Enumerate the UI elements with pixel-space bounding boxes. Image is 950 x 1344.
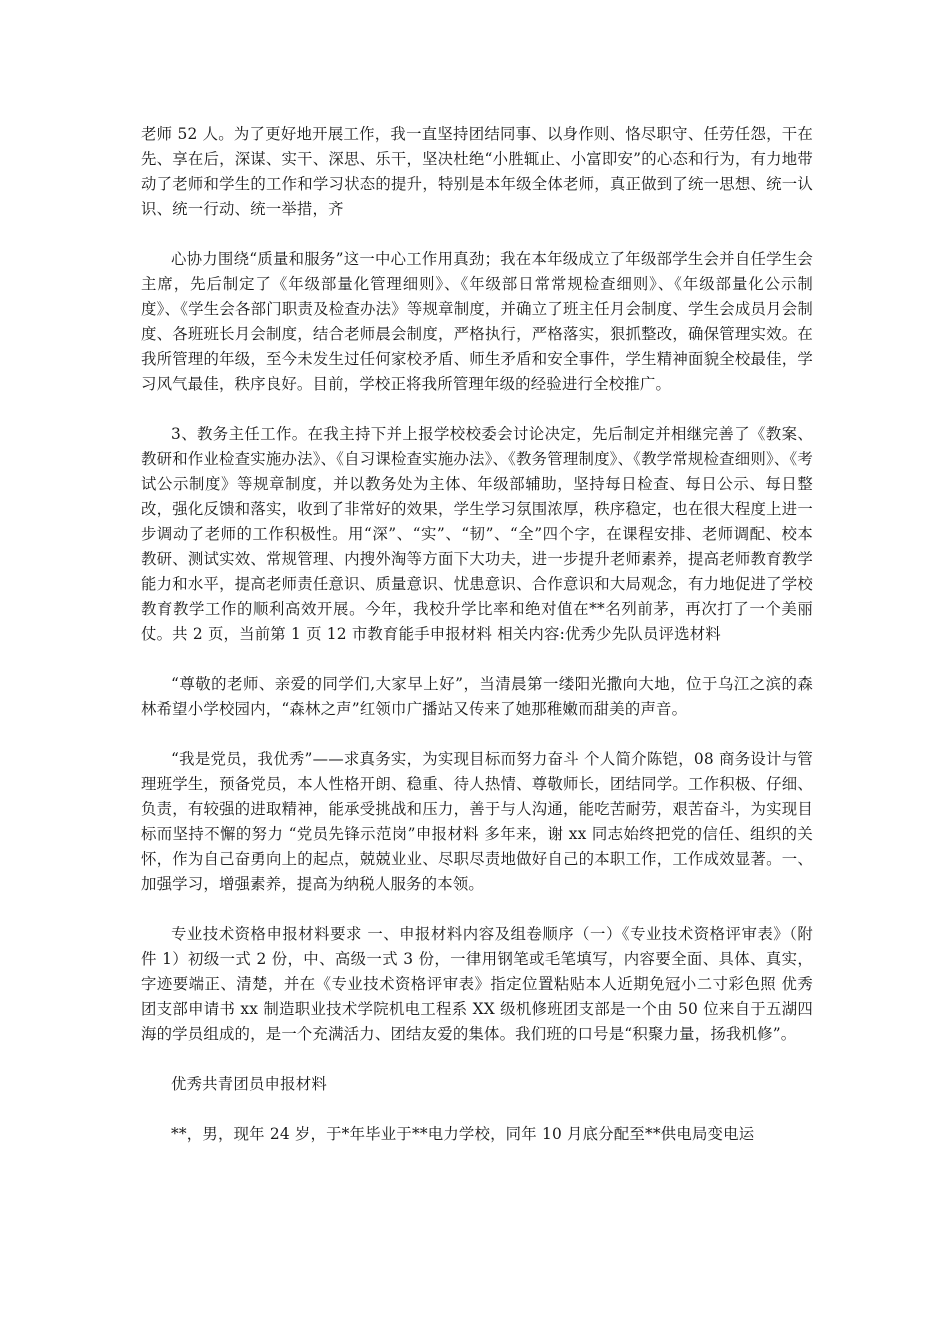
paragraph-3: 3、教务主任工作。在我主持下并上报学校校委会讨论决定，先后制定并相继完善了《教案、教研和作业检查实施办法》、《自习课检查实施办法》、《教务管理制度》、《教学常规检查细则》、《考试公示制度》等规章制度，并以教务处为主体、年级部辅助，坚持每日检查、每日公示、每日整改，强化反馈和落实，收到了非常好的效果，学生学习氛围浓厚，秩序稳定，也在很大程度上进一步调动了老师的工作积极性。用“深”、“实”、“韧”、“全”四个字，在课程安排、老师调配、校本教研、测试实效、常规管理、内搜外淘等方面下大功夫，进一步提升老师素养，提高老师教育教学能力和水平，提高老师责任意识、质量意识、忧患意识、合作意识和大局观念，有力地促进了学校教育教学工作的顺利高效开展。今年，我校升学比率和绝对值在**名列前茅，再次打了一个美丽仗。共 2 页，当前第 1 页 12 市教育能手申报材料 相关内容:优秀少先队员评选材料 xyxy=(141,425,813,643)
paragraph-1: 老师 52 人。为了更好地开展工作，我一直坚持团结同事、以身作则、恪尽职守、任劳任怨，干在先、享在后，深谋、实干、深思、乐干，坚决杜绝“小胜辄止、小富即安”的心态和行为，有力地带动了老师和学生的工作和学习状态的提升，特别是本年级全体老师，真正做到了统一思想、统一认识、统一行动、统一举措，齐 xyxy=(141,125,813,218)
paragraph-heading: 优秀共青团员申报材料 xyxy=(171,1075,327,1093)
paragraph-4: “尊敬的老师、亲爱的同学们,大家早上好”，当清晨第一缕阳光撒向大地，位于乌江之滨的森林希望小学校园内，“森林之声”红领巾广播站又传来了她那稚嫩而甜美的声音。 xyxy=(141,675,813,718)
paragraph-5: “我是党员，我优秀”——求真务实，为实现目标而努力奋斗 个人简介陈铠，08 商务设计与管理班学生，预备党员，本人性格开朗、稳重、待人热情、尊敬师长，团结同学。工作积极、仔细、负责，有较强的进取精神，能承受挑战和压力，善于与人沟通，能吃苦耐劳，艰苦奋斗，为实现目标而坚持不懈的努力 “党员先锋示范岗”申报材料 多年来，谢 xx 同志始终把党的信任、组织的关怀，作为自己奋勇向上的起点，兢兢业业、尽职尽责地做好自己的本职工作，工作成效显著。一、加强学习，增强素养，提高为纳税人服务的本领。 xyxy=(141,750,813,893)
paragraph-2: 心协力围绕“质量和服务”这一中心工作用真劲；我在本年级成立了年级部学生会并自任学生会主席，先后制定了《年级部量化管理细则》、《年级部日常常规检查细则》、《年级部量化公示制度》、《学生会各部门职责及检查办法》等规章制度，并确立了班主任月会制度、学生会成员月会制度、各班班长月会制度，结合老师晨会制度，严格执行，严格落实，狠抓整改，确保管理实效。在我所管理的年级，至今未发生过任何家校矛盾、师生矛盾和安全事件，学生精神面貌全校最佳，学习风气最佳，秩序良好。目前，学校正将我所管理年级的经验进行全校推广。 xyxy=(141,250,813,393)
document-body xyxy=(141,122,813,1172)
paragraph-6: 专业技术资格申报材料要求 一、申报材料内容及组卷顺序（一）《专业技术资格评审表》（附件 1）初级一式 2 份，中、高级一式 3 份，一律用钢笔或毛笔填写，内容要全面、具体、真实，字迹要端正、清楚，并在《专业技术资格评审表》指定位置粘贴本人近期免冠小二寸彩色照 优秀团支部申请书 xx 制造职业技术学院机电工程系 XX 级机修班团支部是一个由 50 位来自于五湖四海的学员组成的，是一个充满活力、团结友爱的集体。我们班的口号是“积聚力量，扬我机修”。 xyxy=(141,925,813,1043)
paragraph-8: **，男，现年 24 岁，于*年毕业于**电力学校，同年 10 月底分配至**供电局变电运 xyxy=(171,1125,755,1143)
